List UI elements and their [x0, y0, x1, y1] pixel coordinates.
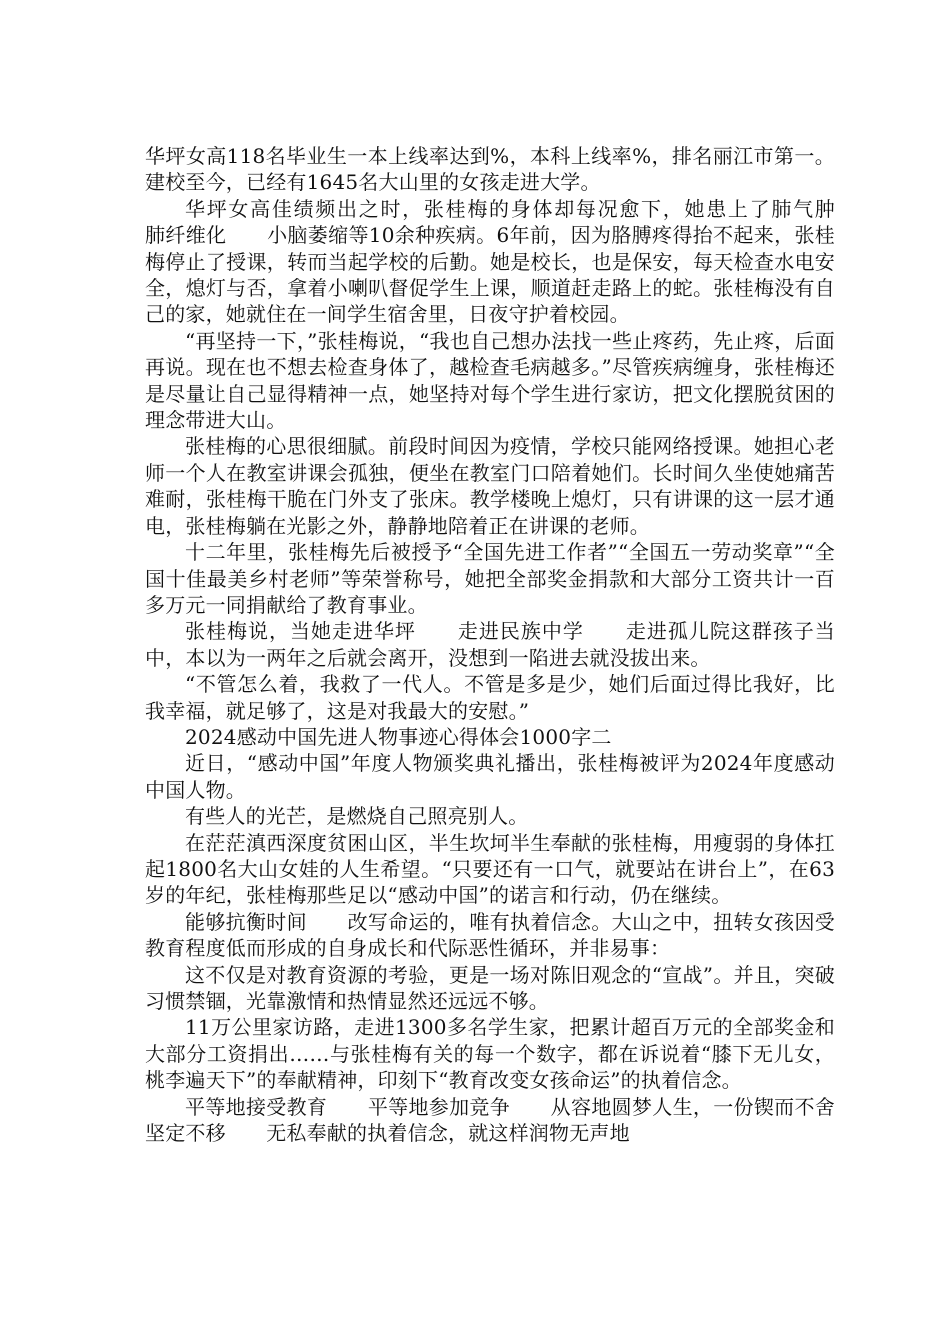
paragraph: 有些人的光芒，是燃烧自己照亮别人。: [185, 804, 529, 829]
paragraph: 11万公里家访路，走进1300多名学生家，把累计超百万元的全部奖金和大部分工资捐出……与张桂梅有关的每一个数字，都在诉说着“膝下无儿女，桃李遍天下”的奉献精神，印刻下“教育改变女孩命运”的执着信念。: [145, 1015, 835, 1093]
paragraph: 能够抗衡时间 改写命运的，唯有执着信念。大山之中，扭转女孩因受教育程度低而形成的自身成长和代际恶性循环，并非易事：: [145, 909, 835, 961]
paragraph: 近日，“感动中国”年度人物颁奖典礼播出，张桂梅被评为2024年度感动中国人物。: [145, 751, 835, 802]
section-heading: 2024感动中国先进人物事迹心得体会1000字二: [185, 724, 612, 749]
paragraph: 张桂梅说，当她走进华坪 走进民族中学 走进孤儿院这群孩子当中，本以为一两年之后就会离开，没想到一陷进去就没拔出来。: [145, 619, 835, 670]
paragraph: “再坚持一下，”张桂梅说，“我也自己想办法找一些止疼药，先止疼，后面再说。现在也不想去检查身体了，越检查毛病越多。”尽管疾病缠身，张桂梅还是尽量让自己显得精神一点，她坚持对每个学生进行家访，把文化摆脱贫困的理念带进大山。: [145, 328, 835, 433]
paragraph: 在茫茫滇西深度贫困山区，半生坎坷半生奉献的张桂梅，用瘦弱的身体扛起1800名大山女娃的人生希望。“只要还有一口气，就要站在讲台上”，在63岁的年纪，张桂梅那些足以“感动中国”的诺言和行动，仍在继续。: [145, 830, 835, 908]
paragraph: 十二年里，张桂梅先后被授予“全国先进工作者”“全国五一劳动奖章”“全国十佳最美乡村老师”等荣誉称号，她把全部奖金捐款和大部分工资共计一百多万元一同捐献给了教育事业。: [145, 540, 835, 617]
paragraph: “不管怎么着，我救了一代人。不管是多是少，她们后面过得比我好，比我幸福，就足够了，这是对我最大的安慰。”: [145, 672, 835, 723]
paragraph: 华坪女高118名毕业生一本上线率达到%，本科上线率%，排名丽江市第一。建校至今，已经有1645名大山里的女孩走进大学。: [145, 144, 835, 195]
paragraph: 平等地接受教育 平等地参加竞争 从容地圆梦人生，一份锲而不舍 坚定不移 无私奉献的执着信念，就这样润物无声地: [145, 1094, 876, 1146]
document-body: [145, 143, 876, 1146]
paragraph: 这不仅是对教育资源的考验，更是一场对陈旧观念的“宣战”。并且，突破习惯禁锢，光靠激情和热情显然还远远不够。: [145, 962, 835, 1013]
paragraph: 华坪女高佳绩频出之时，张桂梅的身体却每况愈下，她患上了肺气肿 肺纤维化 小脑萎缩等10余种疾病。6年前，因为胳膊疼得抬不起来，张桂梅停止了授课，转而当起学校的后勤。她是校长，也是保安，每天检查水电安全，熄灯与否，拿着小喇叭督促学生上课，顺道赶走路上的蛇。张桂梅没有自己的家，她就住在一间学生宿舍里，日夜守护着校园。: [145, 196, 876, 327]
paragraph: 张桂梅的心思很细腻。前段时间因为疫情，学校只能网络授课。她担心老师一个人在教室讲课会孤独，便坐在教室门口陪着她们。长时间久坐使她痛苦难耐，张桂梅干脆在门外支了张床。教学楼晚上熄灯，只有讲课的这一层才通电，张桂梅躺在光影之外，静静地陪着正在讲课的老师。: [145, 434, 835, 538]
